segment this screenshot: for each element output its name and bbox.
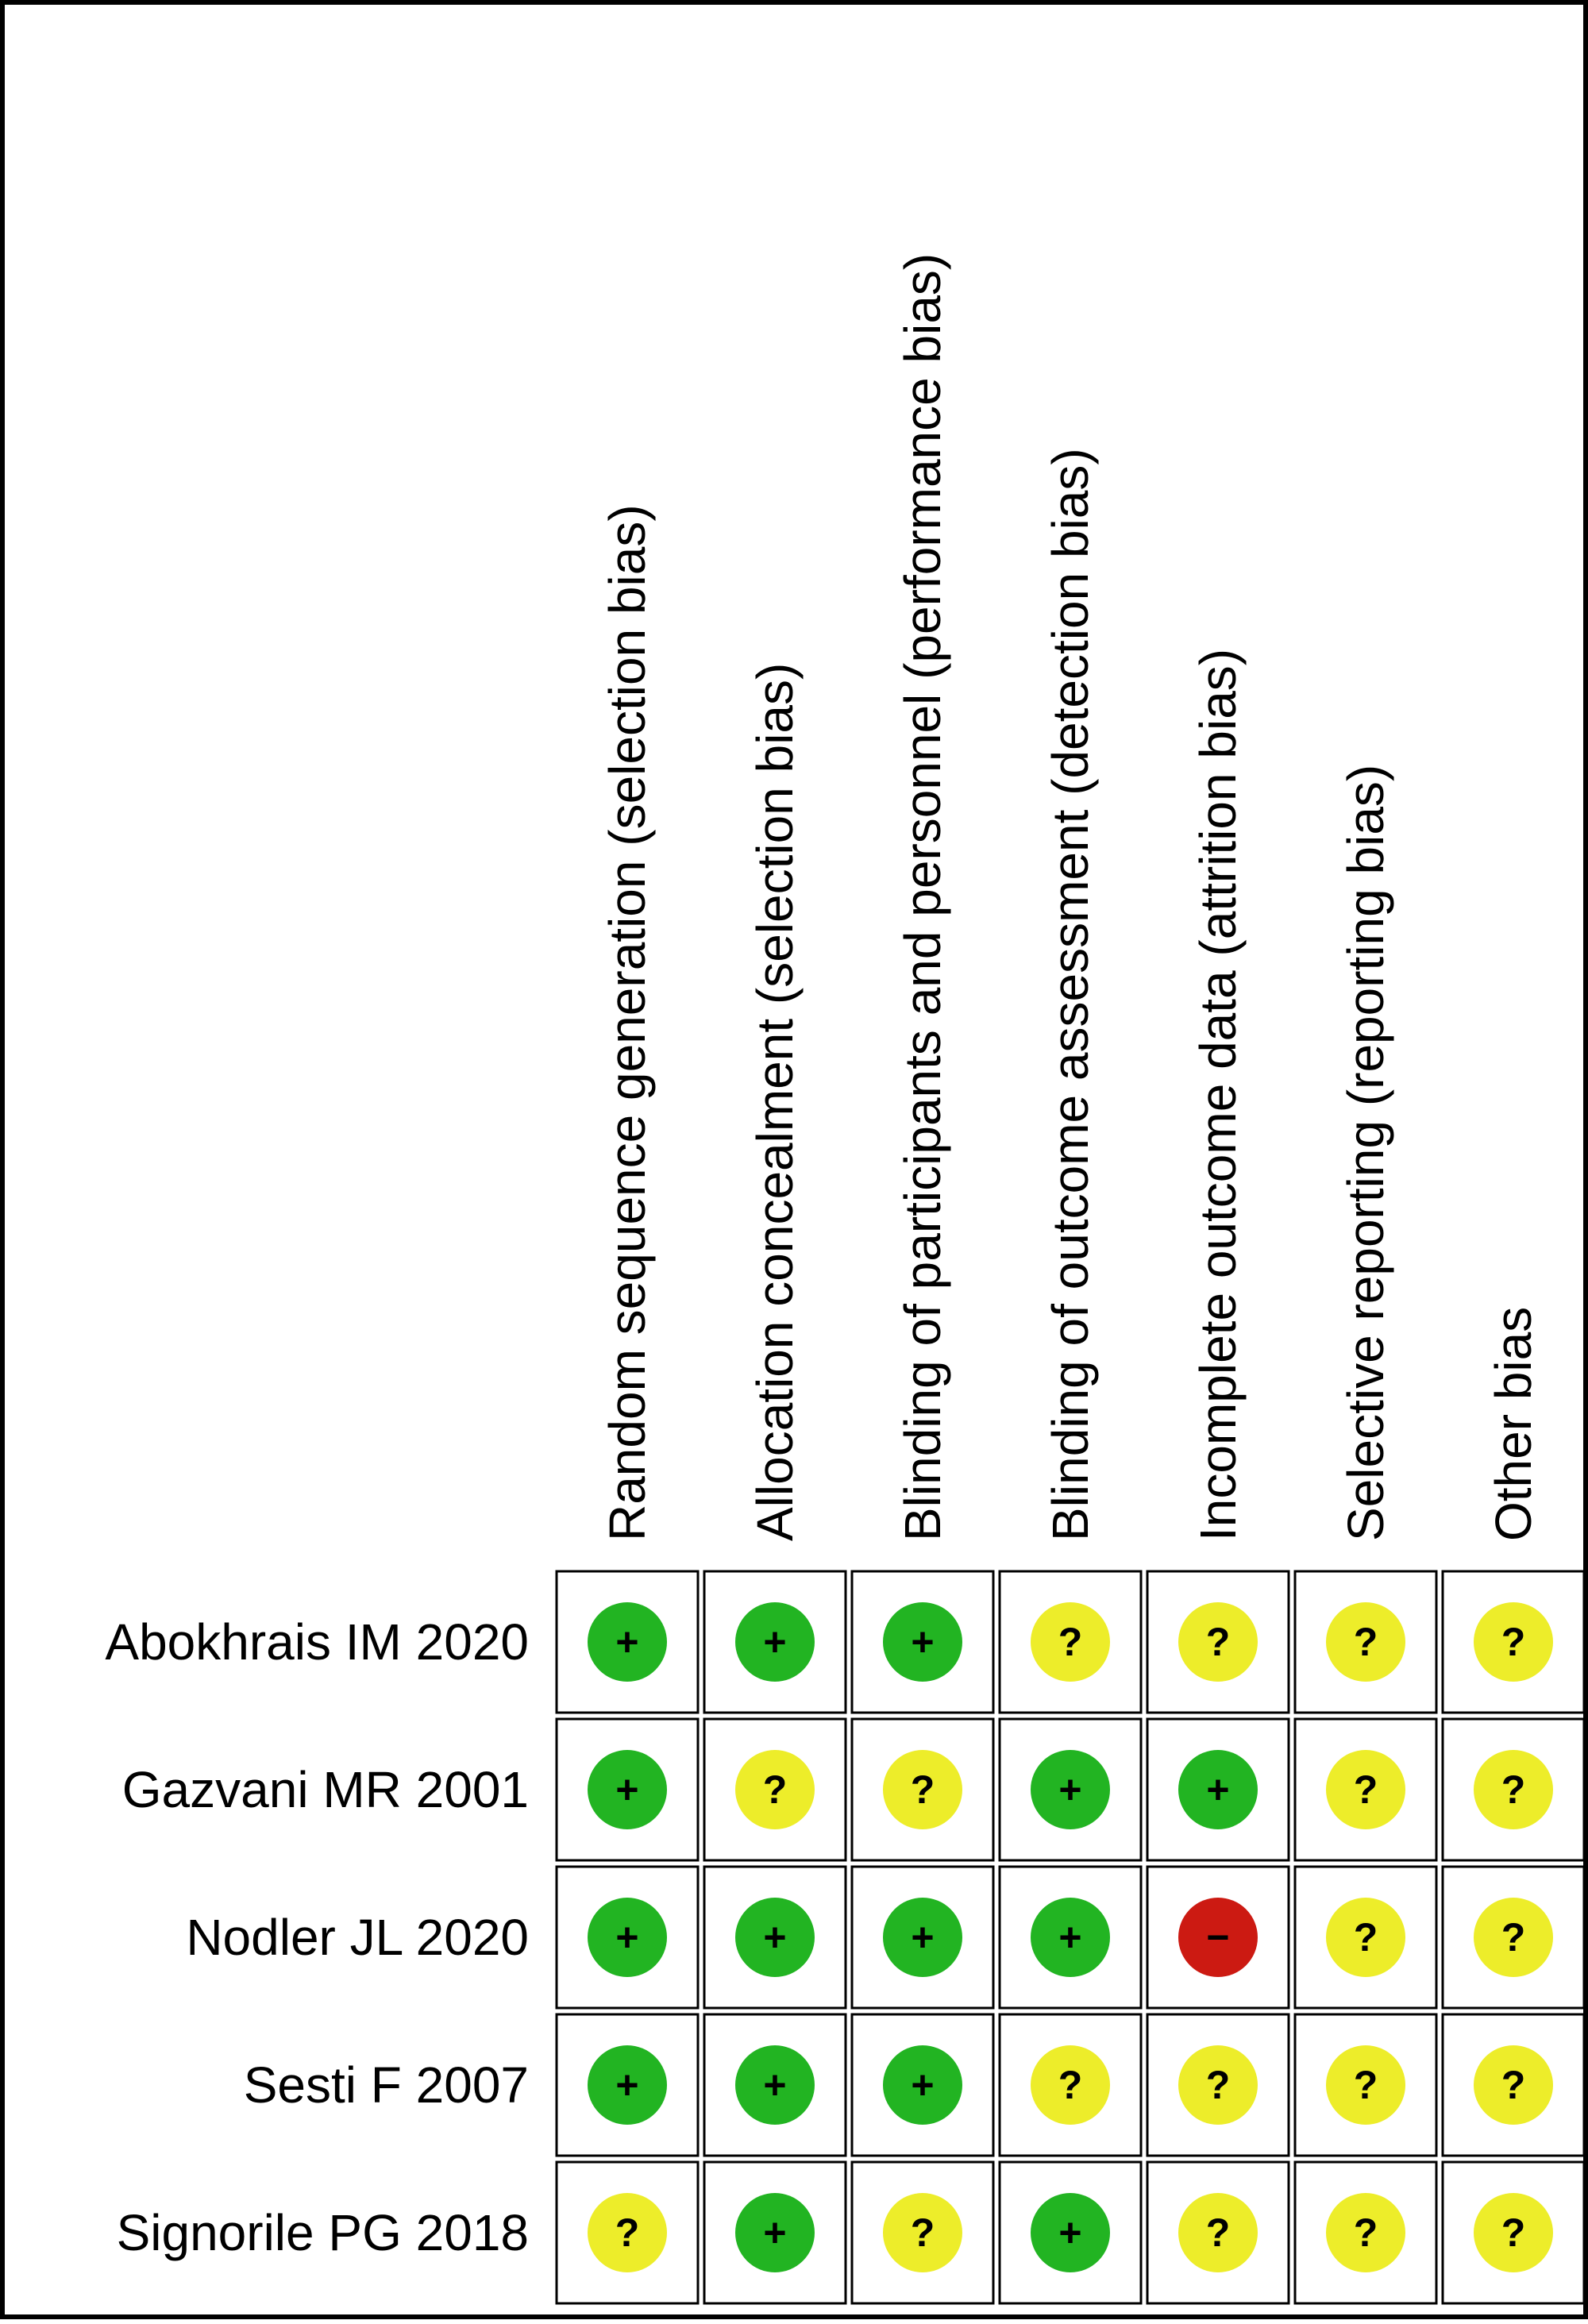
risk-symbol: ? [1353,1767,1378,1812]
risk-of-bias-chart [5,5,1588,2324]
study-label: Gazvani MR 2001 [121,1761,529,1818]
risk-symbol: ? [762,1767,788,1812]
column-label: Selective reporting (reporting bias) [1337,764,1394,1541]
risk-symbol: + [763,2063,787,2107]
risk-symbol: ? [1501,2210,1526,2255]
risk-symbol: + [763,1915,787,1960]
column-label: Blinding of outcome assessment (detection bias) [1042,448,1099,1541]
risk-symbol: ? [1058,2063,1083,2107]
study-label: Nodler JL 2020 [186,1909,529,1966]
risk-symbol: ? [1501,1915,1526,1960]
risk-symbol: + [615,1915,639,1960]
column-label: Blinding of participants and personnel (performance bias) [894,252,951,1541]
risk-symbol: + [1058,1767,1082,1812]
risk-symbol: ? [615,2210,640,2255]
risk-symbol: ? [910,2210,935,2255]
risk-symbol: + [1206,1767,1230,1812]
risk-symbol: + [911,2063,935,2107]
study-label: Sesti F 2007 [243,2056,529,2114]
risk-symbol: ? [1205,2063,1231,2107]
study-label: Signorile PG 2018 [116,2204,529,2261]
risk-symbol: + [1058,1915,1082,1960]
risk-symbol: ? [1353,1915,1378,1960]
risk-symbol: ? [1501,2063,1526,2107]
risk-symbol: + [911,1620,935,1664]
column-label: Allocation concealment (selection bias) [746,662,804,1541]
risk-symbol: ? [1058,1620,1083,1664]
column-label: Other bias [1485,1306,1542,1541]
risk-symbol: ? [1353,2063,1378,2107]
risk-symbol: ? [1205,2210,1231,2255]
risk-symbol: ? [1205,1620,1231,1664]
risk-symbol: ? [1353,1620,1378,1664]
study-label: Abokhrais IM 2020 [105,1613,529,1671]
column-label: Incomplete outcome data (attrition bias) [1189,648,1247,1541]
risk-symbol: + [1058,2210,1082,2255]
risk-symbol: ? [910,1767,935,1812]
risk-symbol: + [615,1620,639,1664]
risk-symbol: + [615,1767,639,1812]
risk-symbol: + [763,1620,787,1664]
column-label: Random sequence generation (selection bias) [599,504,656,1541]
risk-symbol: + [911,1915,935,1960]
risk-symbol: + [615,2063,639,2107]
risk-symbol: ? [1353,2210,1378,2255]
risk-symbol: + [763,2210,787,2255]
risk-symbol: ? [1501,1620,1526,1664]
risk-symbol: − [1206,1915,1230,1960]
risk-symbol: ? [1501,1767,1526,1812]
